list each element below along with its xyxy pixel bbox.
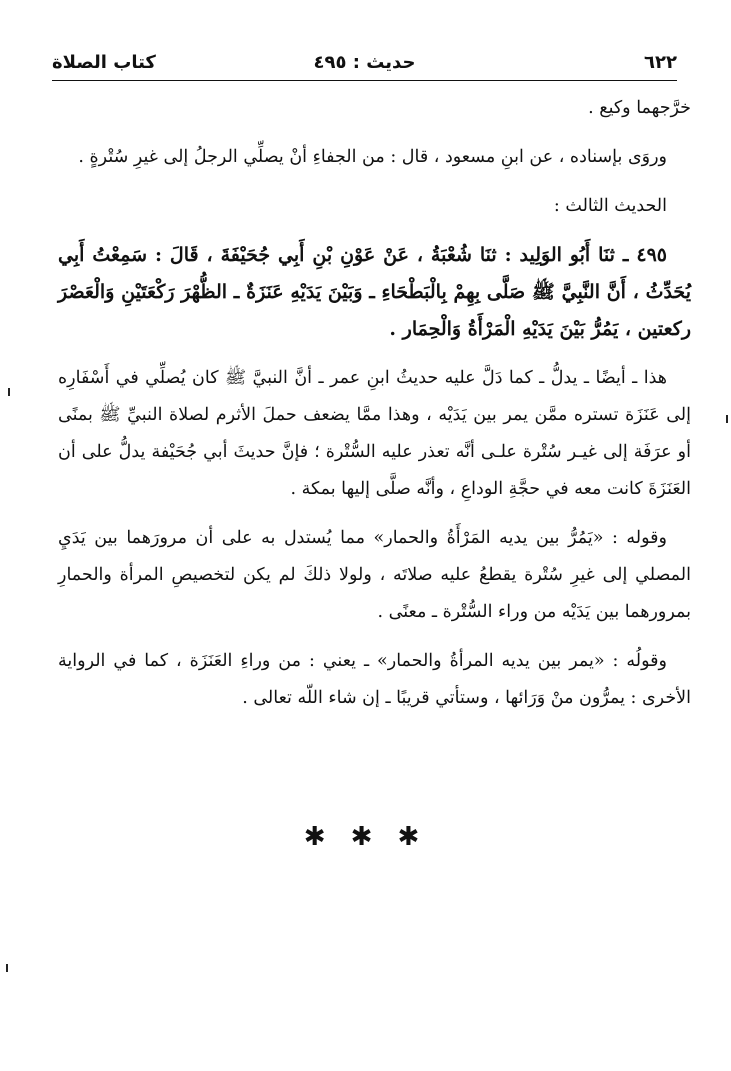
header-rule [52, 80, 677, 81]
commentary-paragraph-2: وقوله : «يَمُرُّ بين يديه المَرْأَةُ والحمار» مما يُستدل به على أن مرورَهما بين يَدَيِ المصلي إلى غيرِ سُتْرة يقطعُ عليه صلاتَه ، ولولا ذلكَ لم يكن لتخصيصِ المرأة والحمارِ بمرورهما بين يَدَيْه من وراء السُّتْرة ـ معنًى . [58, 528, 691, 622]
book-title: كتاب الصلاة [52, 52, 156, 73]
commentary-paragraph-1: هذا ـ أيضًا ـ يدلُّ ـ كما دَلَّ عليه حديثُ ابنِ عمر ـ أنَّ النبيَّ ﷺ كان يُصلِّي في أَسْفَارِه إلى عَنَزَة تستره ممَّن يمر بين يَدَيْه ، وهذا ممَّا يضعف حملَ الأثرم لصلاة النبيِّ ﷺ بمنًى أو عرَفَة إلى غيـر سُتْرة علـى أنَّه تعذر عليه السُّتْرة ؛ فإنَّ حديثَ أبي جُحَيْفة يدلُّ على أن العَنَزَةَ كانت معه في حجَّةِ الوداعِ ، وأنَّه صلَّى إليها بمكة . [58, 368, 691, 499]
hadith-495-text: ٤٩٥ ـ ثنَا أَبُو الوَلِيد : ثنَا شُعْبَةُ ، عَنْ عَوْنِ بْنِ أَبِي جُحَيْفَةَ ، قَالَ : سَمِعْتُ أَبِي يُحَدِّثُ ، أَنَّ النَّبِيَّ ﷺ صَلَّى بِهِمْ بِالْبَطْحَاءِ ـ وَبَيْنَ يَدَيْهِ عَنَزَةٌ ـ الظُّهْرَ رَكْعَتَيْنِ وَالْعَصْرَ ركعتين ، يَمُرُّ بَيْنَ يَدَيْهِ الْمَرْأَةُ وَالْحِمَار . [58, 244, 691, 340]
section-separator: ✱ ✱ ✱ [303, 822, 428, 852]
paragraph-2: وروَى بإسناده ، عن ابنِ مسعود ، قال : من الجفاءِ أنْ يصلِّي الرجلُ إلى غيرِ سُتْرةٍ . [78, 147, 667, 167]
section-heading: الحديث الثالث : [553, 196, 667, 216]
paragraph-1: خرَّجهما وكيع . [588, 98, 691, 118]
scan-mark [726, 415, 728, 423]
hadith-reference: حديث : ٤٩٥ [313, 52, 416, 73]
commentary-paragraph-3: وقولُه : «يمر بين يديه المرأةُ والحمار» ـ يعني : من وراءِ العَنَزَة ، كما في الرواية الأخرى : يمرُّون منْ وَرَائها ، وستأتي قريبًا ـ إن شاء اللّه تعالى . [58, 651, 691, 708]
page-number: ٦٢٢ [644, 52, 677, 73]
page-body [58, 90, 691, 729]
running-header [52, 48, 677, 78]
scan-mark [6, 964, 8, 972]
scan-mark [8, 388, 10, 396]
